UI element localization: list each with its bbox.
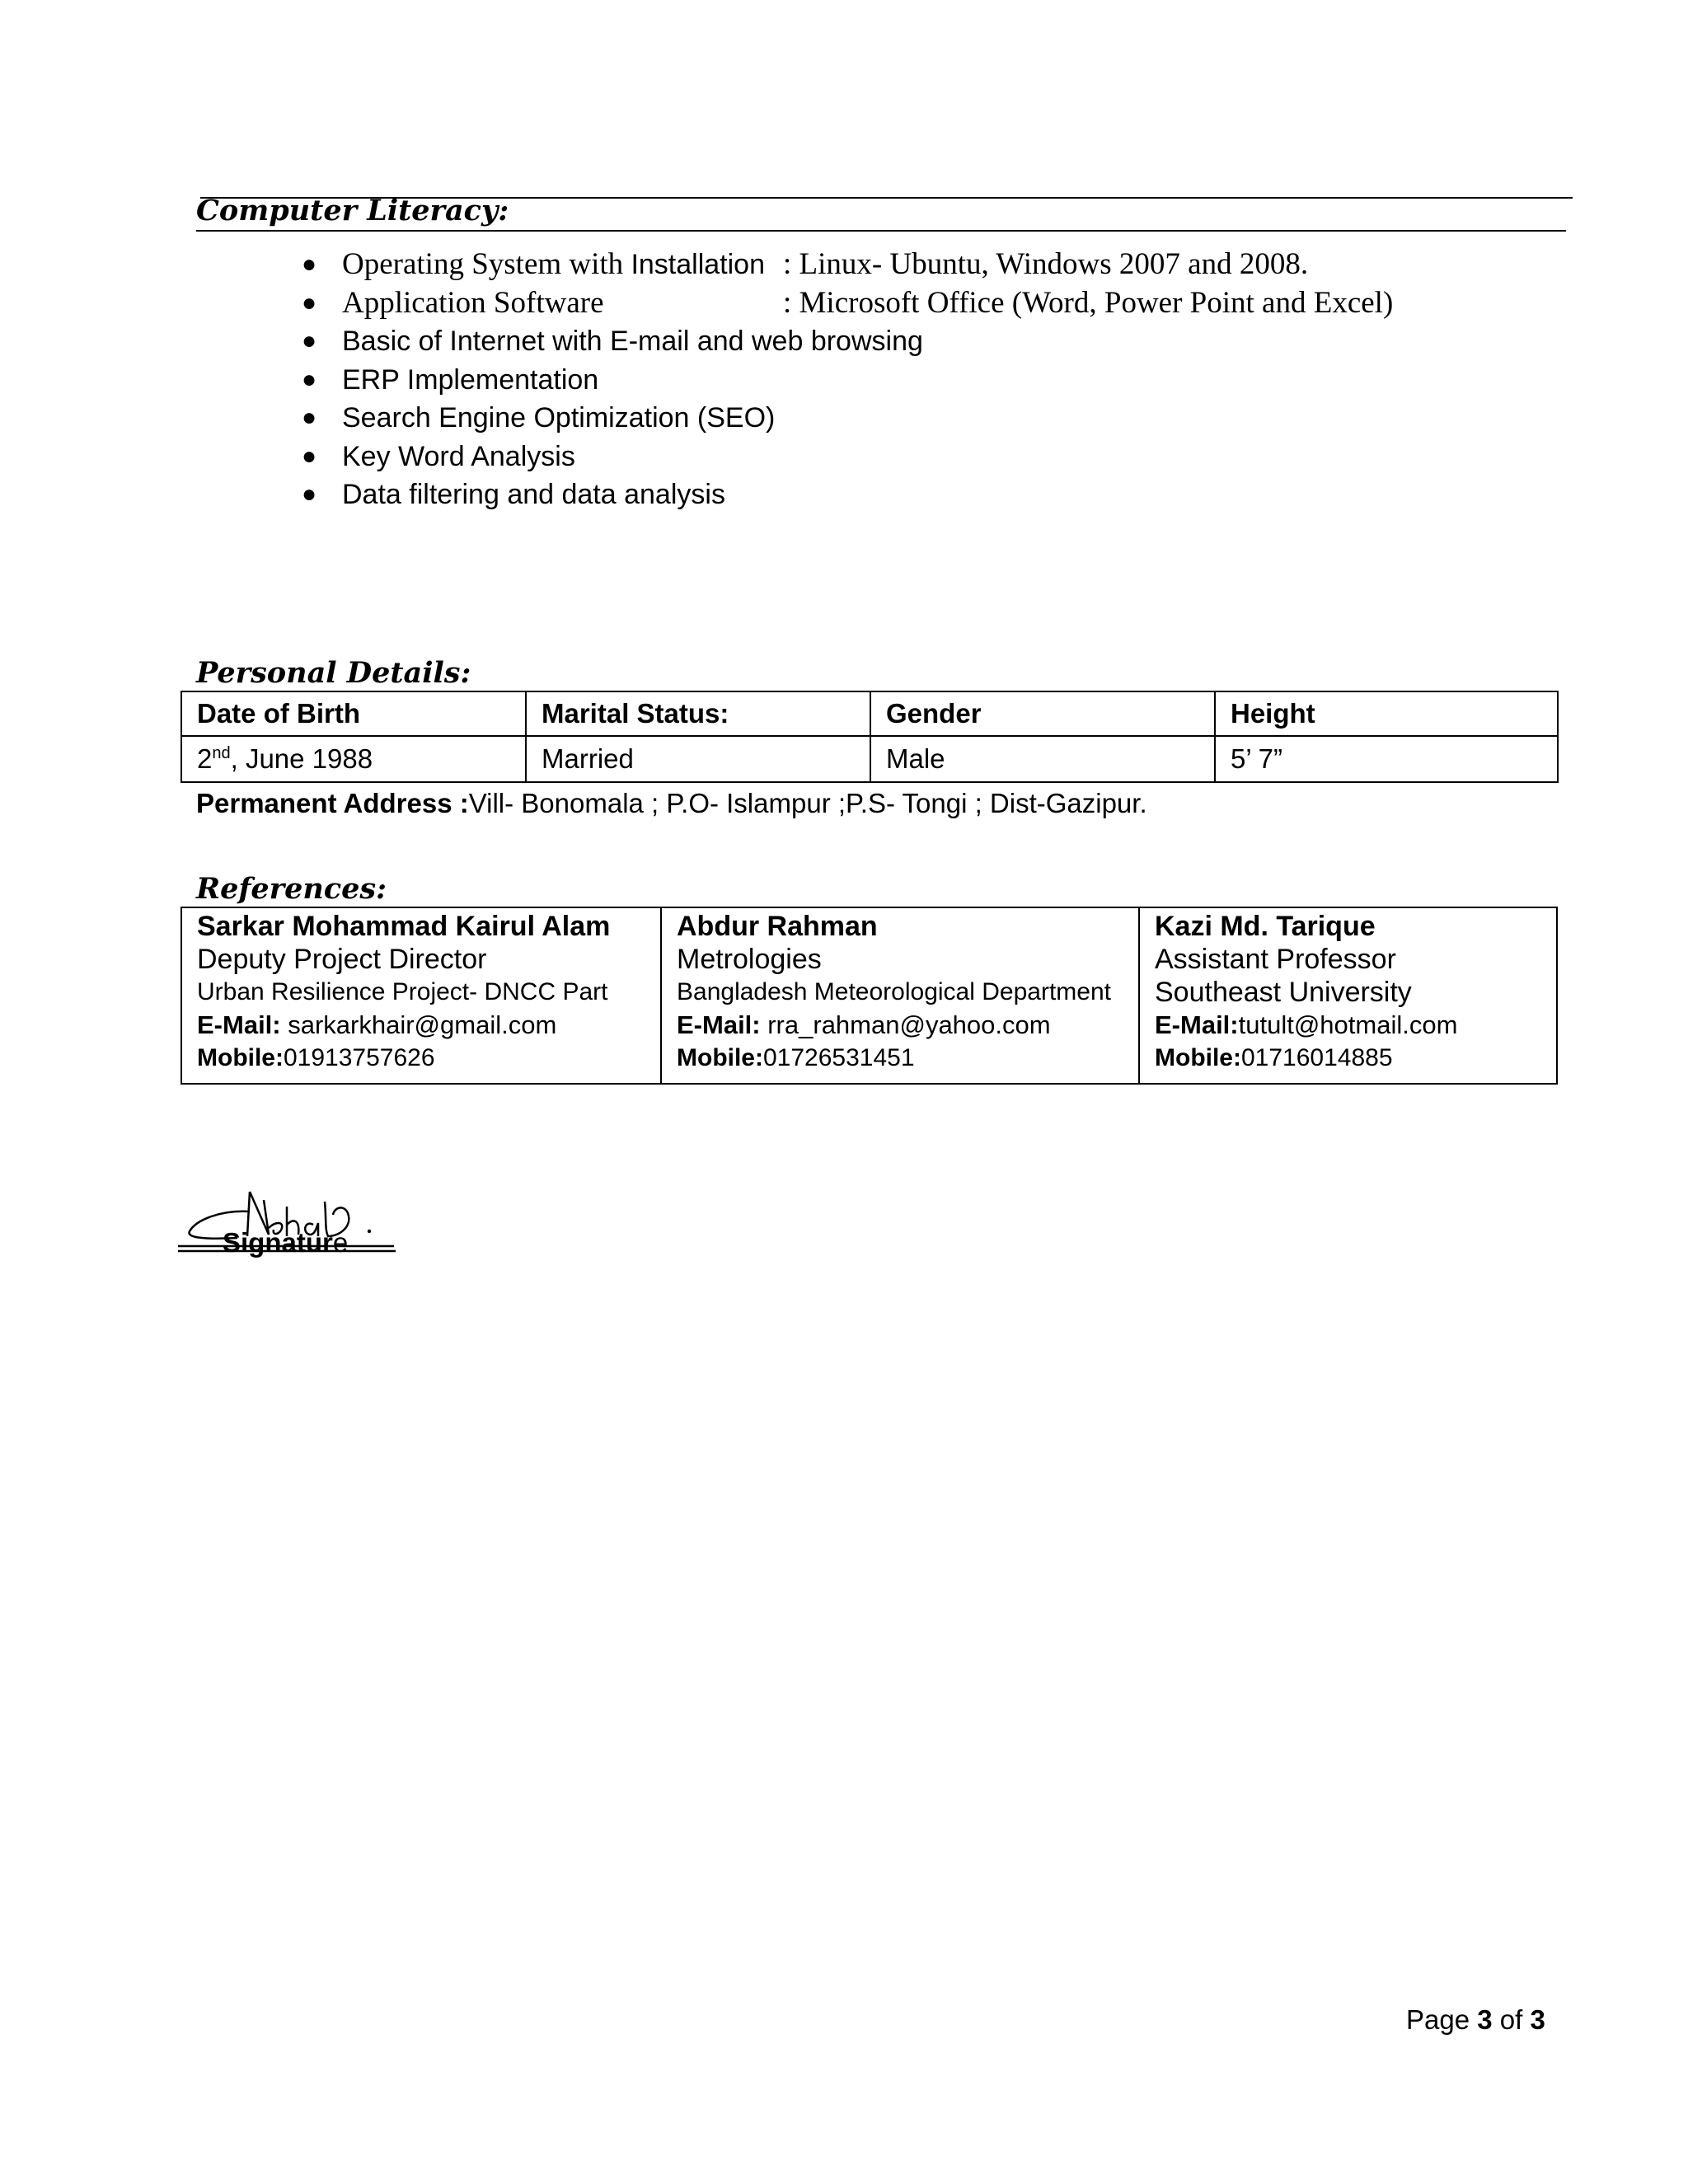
- skill-value: : Linux- Ubuntu, Windows 2007 and 2008.: [783, 247, 1309, 281]
- personal-details-heading: Personal Details:: [196, 656, 471, 690]
- table-header-row: [181, 691, 1558, 736]
- address-value: Vill- Bonomala ; P.O- Islampur ;P.S- Tongi ; Dist-Gazipur.: [468, 788, 1147, 818]
- skill-key: Operating System with Installation: [342, 247, 765, 281]
- skill-value: : Microsoft Office (Word, Power Point and Excel): [783, 285, 1394, 320]
- list-item: [293, 361, 1611, 400]
- reference-mobile: Mobile:01913757626: [197, 1044, 435, 1071]
- skill-text: Key Word Analysis: [342, 440, 575, 472]
- reference-name: Abdur Rahman: [677, 911, 878, 942]
- gender-header: Gender: [870, 691, 1215, 736]
- dob-value: 2nd, June 1988: [181, 736, 526, 782]
- bullet-icon: ●: [301, 404, 317, 431]
- heading-bottom-rule: [196, 230, 1566, 232]
- list-item: [293, 399, 1611, 438]
- table-row: [181, 907, 1557, 1084]
- skill-key: Application Software: [342, 285, 604, 320]
- list-item: [293, 246, 1611, 284]
- personal-details-table: [181, 691, 1559, 783]
- height-header: Height: [1215, 691, 1558, 736]
- reference-title: Metrologies: [677, 944, 822, 975]
- reference-email: E-Mail: sarkarkhair@gmail.com: [197, 1010, 557, 1039]
- reference-mobile: Mobile:01726531451: [677, 1044, 915, 1071]
- bullet-icon: ●: [301, 442, 317, 470]
- reference-card: [661, 907, 1139, 1084]
- skill-text: Search Engine Optimization (SEO): [342, 402, 776, 434]
- dob-header: Date of Birth: [181, 691, 526, 736]
- reference-org: Urban Resilience Project- DNCC Part: [197, 978, 608, 1005]
- references-heading: References:: [196, 872, 387, 906]
- reference-title: Assistant Professor: [1155, 944, 1396, 975]
- computer-literacy-list: [293, 246, 1611, 514]
- list-item: [293, 284, 1611, 323]
- skill-text: ERP Implementation: [342, 363, 599, 396]
- page-number: Page 3 of 3: [1406, 2004, 1545, 2035]
- list-item: [293, 438, 1611, 476]
- height-value: 5’ 7”: [1215, 736, 1558, 782]
- reference-card: [1139, 907, 1557, 1084]
- list-item: [293, 476, 1611, 514]
- bullet-icon: ●: [301, 480, 317, 508]
- marital-header: Marital Status:: [526, 691, 870, 736]
- permanent-address: [196, 787, 1147, 820]
- table-row: [181, 736, 1558, 782]
- bullet-icon: ●: [301, 251, 317, 278]
- computer-literacy-heading: Computer Literacy:: [196, 194, 509, 227]
- gender-value: Male: [870, 736, 1215, 782]
- references-table: [181, 907, 1558, 1085]
- reference-email: E-Mail: rra_rahman@yahoo.com: [677, 1010, 1051, 1039]
- skill-text: Basic of Internet with E-mail and web browsing: [342, 326, 923, 357]
- reference-card: [181, 907, 661, 1084]
- signature-caption: Signature: [223, 1227, 349, 1258]
- reference-mobile: Mobile:01716014885: [1155, 1044, 1393, 1071]
- bullet-icon: ●: [301, 288, 317, 316]
- bullet-icon: ●: [301, 365, 317, 393]
- reference-email: E-Mail:tutult@hotmail.com: [1155, 1010, 1458, 1039]
- skill-text: Data filtering and data analysis: [342, 479, 725, 510]
- address-label: Permanent Address :: [196, 788, 469, 818]
- bullet-icon: ●: [301, 327, 317, 354]
- reference-org: Southeast University: [1155, 977, 1412, 1008]
- reference-title: Deputy Project Director: [197, 944, 487, 975]
- marital-value: Married: [526, 736, 870, 782]
- reference-name: Kazi Md. Tarique: [1155, 911, 1376, 942]
- reference-name: Sarkar Mohammad Kairul Alam: [197, 911, 611, 942]
- list-item: [293, 322, 1611, 361]
- reference-org: Bangladesh Meteorological Department: [677, 978, 1111, 1005]
